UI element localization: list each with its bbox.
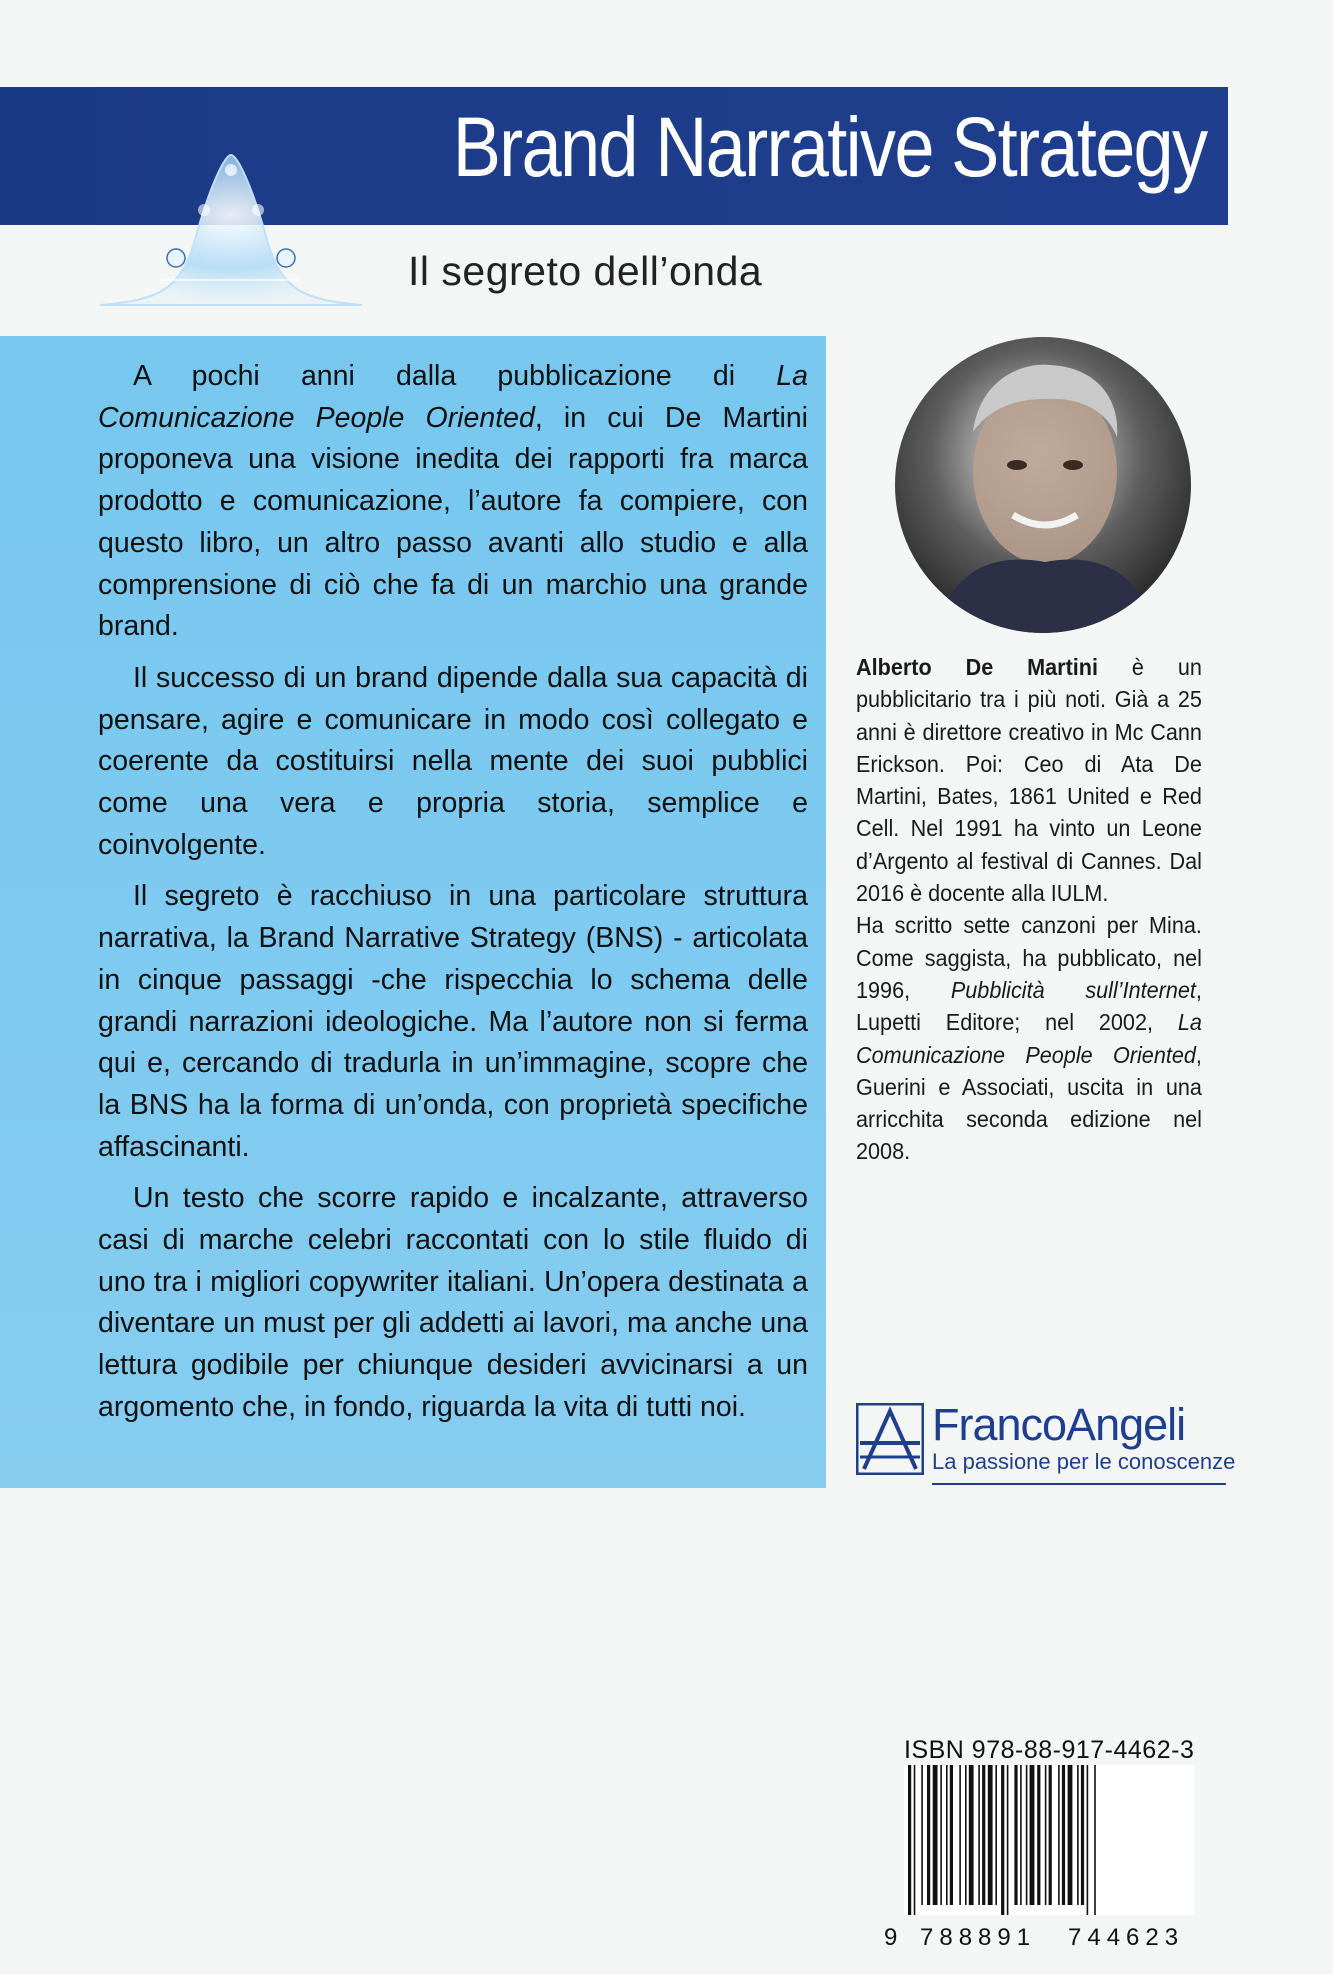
barcode-digits-left: 788891 <box>920 1924 1037 1951</box>
author-bio-paragraph: Alberto De Martini è un pubblicitario tra i più noti. Già a 25 anni è direttore creativo in Mc Cann Erickson. Poi: Ceo di Ata De Martini, Bates, 1861 United e Red Cell. Nel 1991 ha vinto un Leone d’Argento al festival di Cannes. Dal 2016 è docente alla IULM. <box>856 654 1202 907</box>
publisher-logo-icon <box>856 1403 924 1475</box>
description-text <box>98 356 808 1439</box>
isbn-label: ISBN 978-88-917-4462-3 <box>904 1736 1195 1764</box>
author-portrait-icon <box>895 337 1191 633</box>
description-paragraph: Il segreto è racchiuso in una particolare struttura narrativa, la Brand Narrative Strategy (BNS) - articolata in cinque passaggi -che rispecchia lo schema delle grandi narrazioni ideologiche. Ma l’autore non si ferma qui e, cercando di tradurla in un’immagine, scopre che la BNS ha la forma di un’onda, con proprietà specifiche affascinanti. <box>98 880 808 1163</box>
book-title: Brand Narrative Strategy <box>452 100 1206 194</box>
book-subtitle: Il segreto dell’onda <box>408 248 763 294</box>
description-paragraph: Il successo di un brand dipende dalla sua capacità di pensare, agire e comunicare in modo così collegato e coerente da costituirsi nella mente dei suoi pubblici come una vera e propria storia, semplice e coinvolgente. <box>98 661 808 861</box>
publisher-block <box>856 1399 1236 1489</box>
barcode-digits-right: 744623 <box>1068 1924 1185 1951</box>
description-paragraph: Un testo che scorre rapido e incalzante, attraverso casi di marche celebri raccontati con lo stile fluido di uno tra i migliori copywriter italiani. Un’opera destinata a diventare un must per gli addetti ai lavori, ma anche una lettura godibile per chiunque desideri avvicinarsi a un argomento che, in fondo, riguarda la vita di tutti noi. <box>98 1182 808 1423</box>
author-bio-paragraph: Ha scritto sette canzoni per Mina. Come saggista, ha pubblicato, nel 1996, Pubblicità sull’Internet, Lupetti Editore; nel 2002, La Comunicazione People Oriented, Guerini e Associati, uscita in una arricchita seconda edizione nel 2008. <box>856 912 1202 1165</box>
barcode-digit-first: 9 <box>884 1924 904 1951</box>
author-bio <box>856 651 1202 1168</box>
description-paragraph: A pochi anni dalla pubblicazione di La Comunicazione People Oriented, in cui De Martini proponeva una visione inedita dei rapporti fra marca prodotto e comunicazione, l’autore fa compiere, con questo libro, un altro passo avanti allo studio e alla comprensione di ciò che fa di un marchio una grande brand. <box>98 360 809 643</box>
wave-logo-icon <box>100 140 362 310</box>
author-name: Alberto De Martini <box>856 654 1099 680</box>
publisher-tagline: La passione per le conoscenze <box>932 1449 1236 1474</box>
publisher-name: FrancoAngeli <box>932 1399 1186 1450</box>
barcode-icon <box>904 1765 1194 1915</box>
author-photo <box>895 337 1191 633</box>
publisher-rule <box>932 1483 1226 1485</box>
